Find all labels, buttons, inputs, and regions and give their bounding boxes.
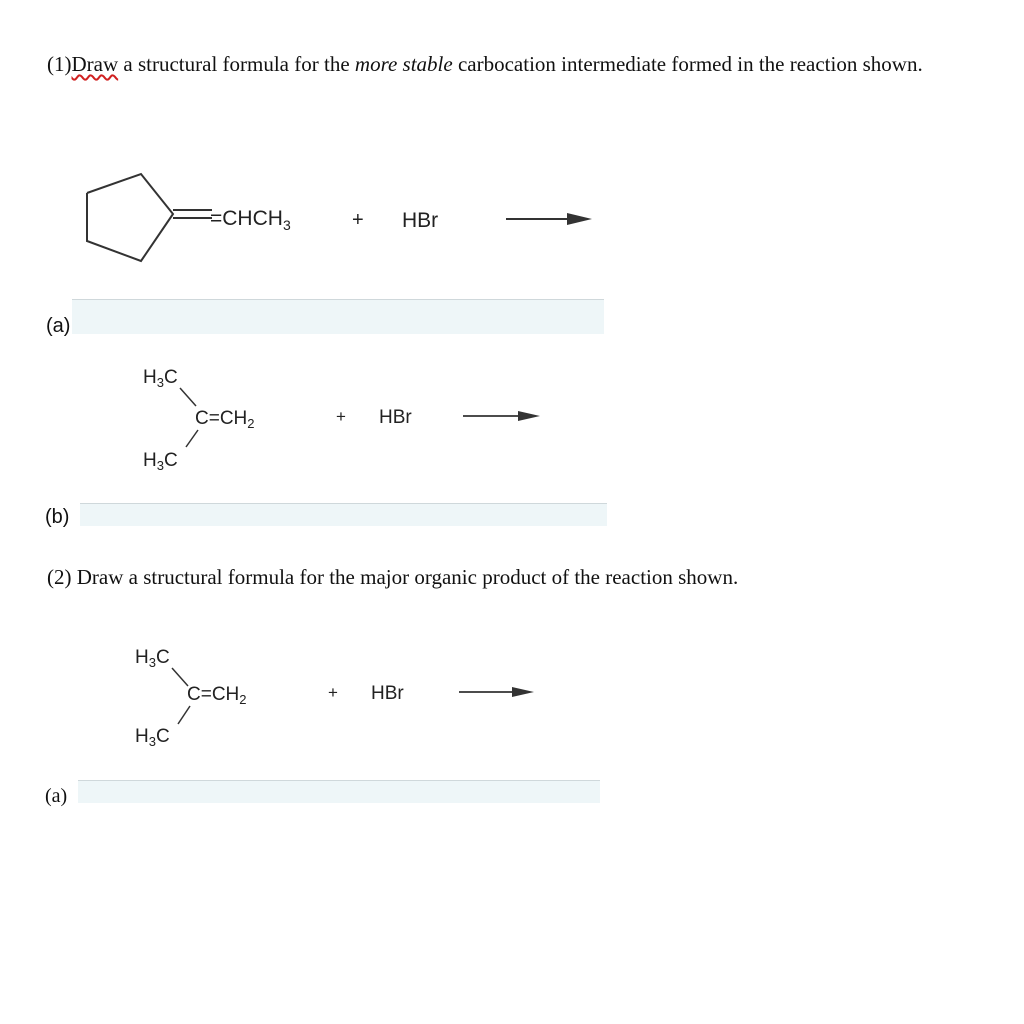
- reaction-3-lower-bond: [178, 706, 190, 724]
- reaction-2-upper-bond: [180, 388, 196, 406]
- reaction-1-substituent: $=CHCH_3$: [210, 207, 291, 233]
- reaction-1-plus: +: [352, 209, 364, 231]
- reaction-1-arrow: [506, 213, 592, 225]
- reaction-3-upper-bond: [172, 668, 188, 686]
- reaction-2-bottom-group: $H_3C$: [143, 450, 178, 473]
- reaction-3-bottom-group: $H_3C$: [135, 726, 170, 749]
- question-1-draw-word: Draw: [71, 52, 119, 76]
- question-1-prefix: (1): [47, 52, 72, 76]
- part-label-1a: (a): [46, 315, 71, 337]
- reaction-3-plus: +: [328, 683, 338, 702]
- reaction-3-top-group: $H_3C$: [135, 647, 170, 670]
- reaction-2-top-group: $H_3C$: [143, 367, 178, 390]
- reaction-2-center: $C=CH_2$: [195, 408, 255, 431]
- question-1-text-a: a structural formula for the: [118, 52, 355, 76]
- reaction-3-center: $C=CH_2$: [187, 684, 247, 707]
- question-1-text-b: carbocation intermediate formed in the reaction shown.: [452, 52, 923, 76]
- reaction-3-arrow: [459, 687, 534, 697]
- reaction-2-arrow: [463, 411, 540, 421]
- question-1-emphasis: more stable: [354, 52, 453, 76]
- reaction-3-scheme: [0, 635, 1024, 755]
- reaction-2-reagent: HBr: [379, 407, 412, 428]
- answer-box-2a[interactable]: [78, 780, 600, 803]
- reaction-2-plus: +: [336, 407, 346, 426]
- part-label-2a: (a): [45, 785, 68, 807]
- reaction-1-scheme: [0, 160, 1024, 280]
- reaction-3-reagent: HBr: [371, 683, 404, 704]
- question-1-text: [47, 50, 997, 79]
- question-2-text: (2) Draw a structural formula for the major organic product of the reaction shown.: [47, 565, 739, 589]
- part-label-1b: (b): [45, 506, 70, 528]
- reaction-1-reagent: HBr: [402, 209, 439, 232]
- reaction-2-scheme: [0, 355, 1024, 475]
- exocyclic-double-bond: [173, 210, 212, 218]
- cyclopentane-ring: [87, 174, 173, 261]
- reaction-2-lower-bond: [186, 430, 198, 447]
- answer-box-1a[interactable]: [72, 299, 604, 334]
- answer-box-1b[interactable]: [80, 503, 607, 526]
